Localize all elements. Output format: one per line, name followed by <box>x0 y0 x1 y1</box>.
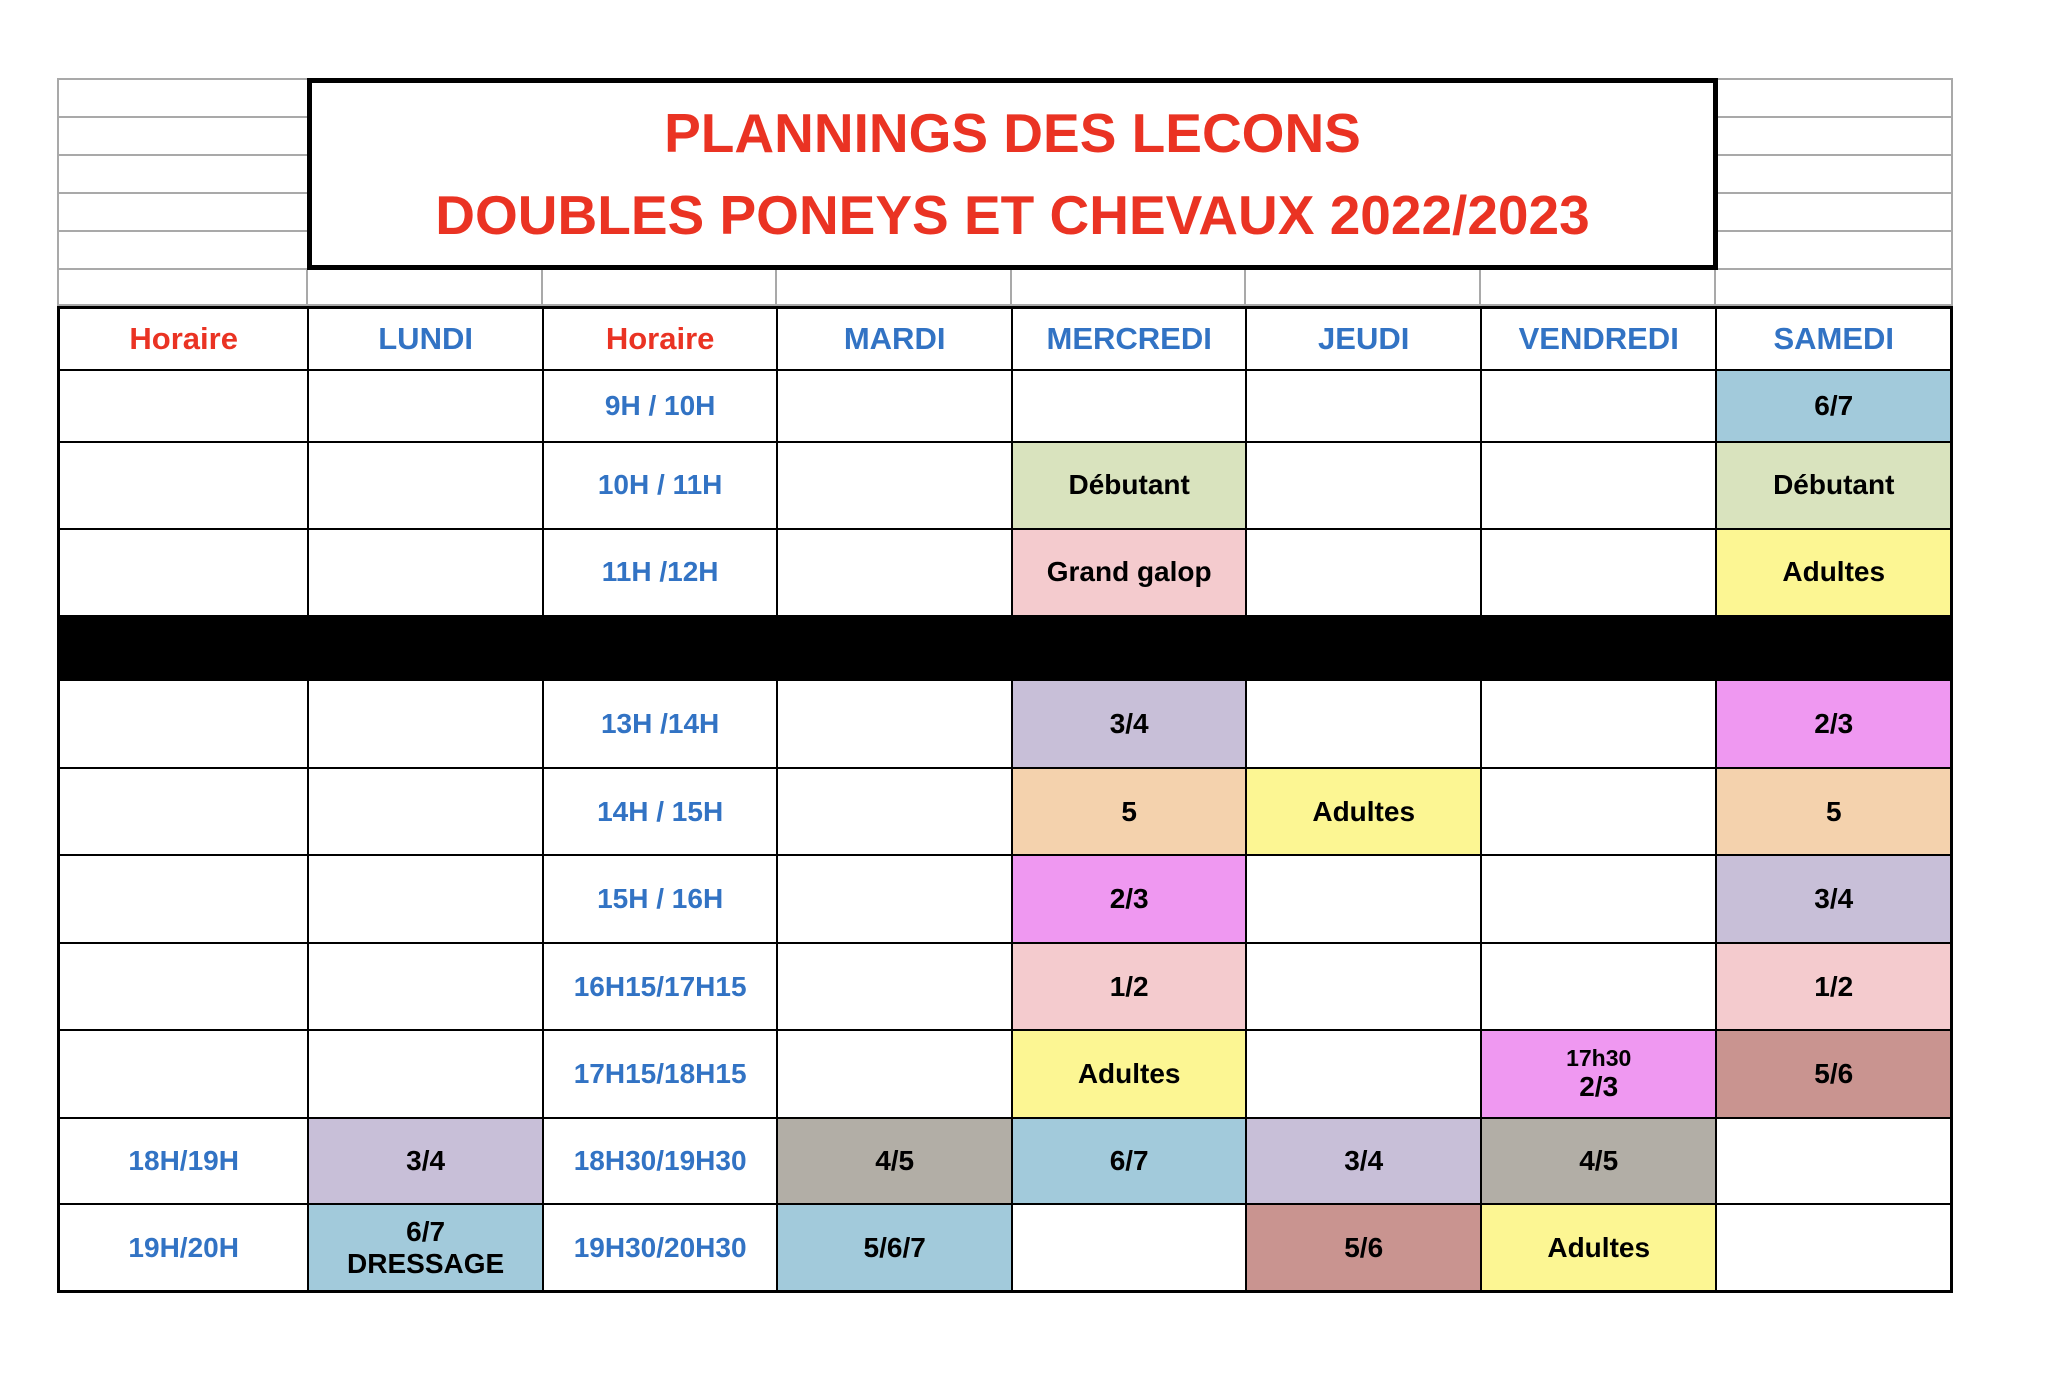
empty-cell <box>1717 1119 1950 1204</box>
lesson-cell: 6/7 <box>1013 1119 1246 1204</box>
empty-cell <box>60 944 307 1030</box>
empty-cell <box>1482 681 1716 767</box>
lunch-break-cell <box>60 617 307 679</box>
empty-cell <box>1482 530 1716 616</box>
lesson-cell: 3/4 <box>1013 681 1246 767</box>
column-header-mardi: MARDI <box>778 309 1011 369</box>
lesson-cell: 2/3 <box>1013 856 1246 942</box>
empty-cell <box>1482 856 1716 942</box>
time-cell: 17H15/18H15 <box>544 1031 777 1117</box>
lesson-cell: Adultes <box>1717 530 1950 616</box>
time-cell: 13H /14H <box>544 681 777 767</box>
time-cell: 19H30/20H30 <box>544 1205 777 1290</box>
filler-row <box>1718 118 1951 156</box>
lesson-cell: Débutant <box>1013 443 1246 528</box>
time-cell: 16H15/17H15 <box>544 944 777 1030</box>
empty-cell <box>309 856 542 942</box>
lesson-cell: Adultes <box>1482 1205 1716 1290</box>
empty-cell <box>778 681 1011 767</box>
empty-cell <box>60 371 307 441</box>
filler-row <box>59 194 307 232</box>
filler-cell <box>59 270 308 304</box>
lesson-cell: Adultes <box>1013 1031 1246 1117</box>
lesson-cell-line: DRESSAGE <box>347 1247 505 1279</box>
lunch-break-cell <box>309 617 542 679</box>
lesson-cell: 1/2 <box>1717 944 1950 1030</box>
filler-row <box>1718 156 1951 194</box>
lesson-cell: 3/4 <box>1247 1119 1480 1204</box>
lesson-cell <box>1482 1031 1716 1117</box>
spreadsheet-filler-rows-right <box>1718 78 1953 268</box>
lunch-break-cell <box>544 617 777 679</box>
time-cell: 9H / 10H <box>544 371 777 441</box>
empty-cell <box>60 443 307 528</box>
empty-cell <box>778 856 1011 942</box>
filler-row <box>59 80 307 118</box>
title-line-2: DOUBLES PONEYS ET CHEVAUX 2022/2023 <box>435 184 1590 246</box>
lesson-cell: 2/3 <box>1717 681 1950 767</box>
filler-row <box>1718 232 1951 270</box>
empty-cell <box>1482 769 1716 855</box>
empty-cell <box>778 944 1011 1030</box>
empty-cell <box>1247 530 1480 616</box>
filler-row <box>1718 194 1951 232</box>
lesson-cell: 5 <box>1717 769 1950 855</box>
empty-cell <box>309 769 542 855</box>
empty-cell <box>309 371 542 441</box>
empty-cell <box>778 371 1011 441</box>
empty-cell <box>309 681 542 767</box>
filler-row <box>59 118 307 156</box>
title-line-1: PLANNINGS DES LECONS <box>664 101 1361 164</box>
empty-cell <box>1247 944 1480 1030</box>
lunch-break-cell <box>1482 617 1716 679</box>
empty-cell <box>60 530 307 616</box>
time-cell: 15H / 16H <box>544 856 777 942</box>
lesson-cell <box>309 1205 542 1290</box>
empty-cell <box>1482 443 1716 528</box>
empty-cell <box>60 769 307 855</box>
lunch-break-cell <box>1013 617 1246 679</box>
title-box <box>307 78 1718 270</box>
empty-cell <box>1247 371 1480 441</box>
lesson-cell: 5/6 <box>1247 1205 1480 1290</box>
schedule-table <box>57 306 1953 1293</box>
column-header-samedi: SAMEDI <box>1717 309 1950 369</box>
empty-cell <box>60 1031 307 1117</box>
lesson-cell: 3/4 <box>309 1119 542 1204</box>
lesson-cell: 3/4 <box>1717 856 1950 942</box>
time-cell: 14H / 15H <box>544 769 777 855</box>
empty-cell <box>1013 1205 1246 1290</box>
empty-cell <box>309 443 542 528</box>
column-header-lundi: LUNDI <box>309 309 542 369</box>
time-cell: 11H /12H <box>544 530 777 616</box>
lesson-cell: 5 <box>1013 769 1246 855</box>
lesson-cell: 1/2 <box>1013 944 1246 1030</box>
column-header-mercredi: MERCREDI <box>1013 309 1246 369</box>
empty-cell <box>60 681 307 767</box>
time-cell: 10H / 11H <box>544 443 777 528</box>
lesson-cell: 6/7 <box>1717 371 1950 441</box>
lesson-cell: 4/5 <box>1482 1119 1716 1204</box>
empty-cell <box>778 443 1011 528</box>
lunch-break-cell <box>778 617 1011 679</box>
empty-cell <box>1247 1031 1480 1117</box>
lesson-cell-line: 6/7 <box>406 1215 446 1247</box>
column-header-horaire: Horaire <box>544 309 777 369</box>
filler-row <box>59 156 307 194</box>
filler-row <box>59 232 307 270</box>
spreadsheet-filler-band <box>57 268 1953 306</box>
empty-cell <box>309 530 542 616</box>
time-cell: 18H/19H <box>60 1119 307 1204</box>
filler-cell <box>1246 270 1481 304</box>
lunch-break-cell <box>1247 617 1480 679</box>
empty-cell <box>309 1031 542 1117</box>
filler-cell <box>1012 270 1247 304</box>
empty-cell <box>778 1031 1011 1117</box>
time-cell: 19H/20H <box>60 1205 307 1290</box>
lesson-cell: Grand galop <box>1013 530 1246 616</box>
filler-cell <box>777 270 1012 304</box>
empty-cell <box>60 856 307 942</box>
empty-cell <box>778 530 1011 616</box>
empty-cell <box>1247 681 1480 767</box>
filler-cell <box>308 270 543 304</box>
empty-cell <box>778 769 1011 855</box>
filler-cell <box>1716 270 1951 304</box>
lesson-cell: 4/5 <box>778 1119 1011 1204</box>
empty-cell <box>1717 1205 1950 1290</box>
lesson-cell-line: 2/3 <box>1579 1071 1619 1103</box>
empty-cell <box>1247 856 1480 942</box>
column-header-vendredi: VENDREDI <box>1482 309 1716 369</box>
lesson-cell: 5/6 <box>1717 1031 1950 1117</box>
lunch-break-cell <box>1717 617 1950 679</box>
spreadsheet-filler-rows-left <box>57 78 307 268</box>
lesson-cell: 5/6/7 <box>778 1205 1011 1290</box>
column-header-horaire: Horaire <box>60 309 307 369</box>
empty-cell <box>1482 371 1716 441</box>
empty-cell <box>1482 944 1716 1030</box>
empty-cell <box>1013 371 1246 441</box>
lesson-cell: Adultes <box>1247 769 1480 855</box>
lesson-cell-line: 17h30 <box>1566 1044 1632 1071</box>
filler-cell <box>543 270 778 304</box>
empty-cell <box>1247 443 1480 528</box>
empty-cell <box>309 944 542 1030</box>
column-header-jeudi: JEUDI <box>1247 309 1480 369</box>
time-cell: 18H30/19H30 <box>544 1119 777 1204</box>
filler-row <box>1718 80 1951 118</box>
filler-cell <box>1481 270 1717 304</box>
lesson-cell: Débutant <box>1717 443 1950 528</box>
